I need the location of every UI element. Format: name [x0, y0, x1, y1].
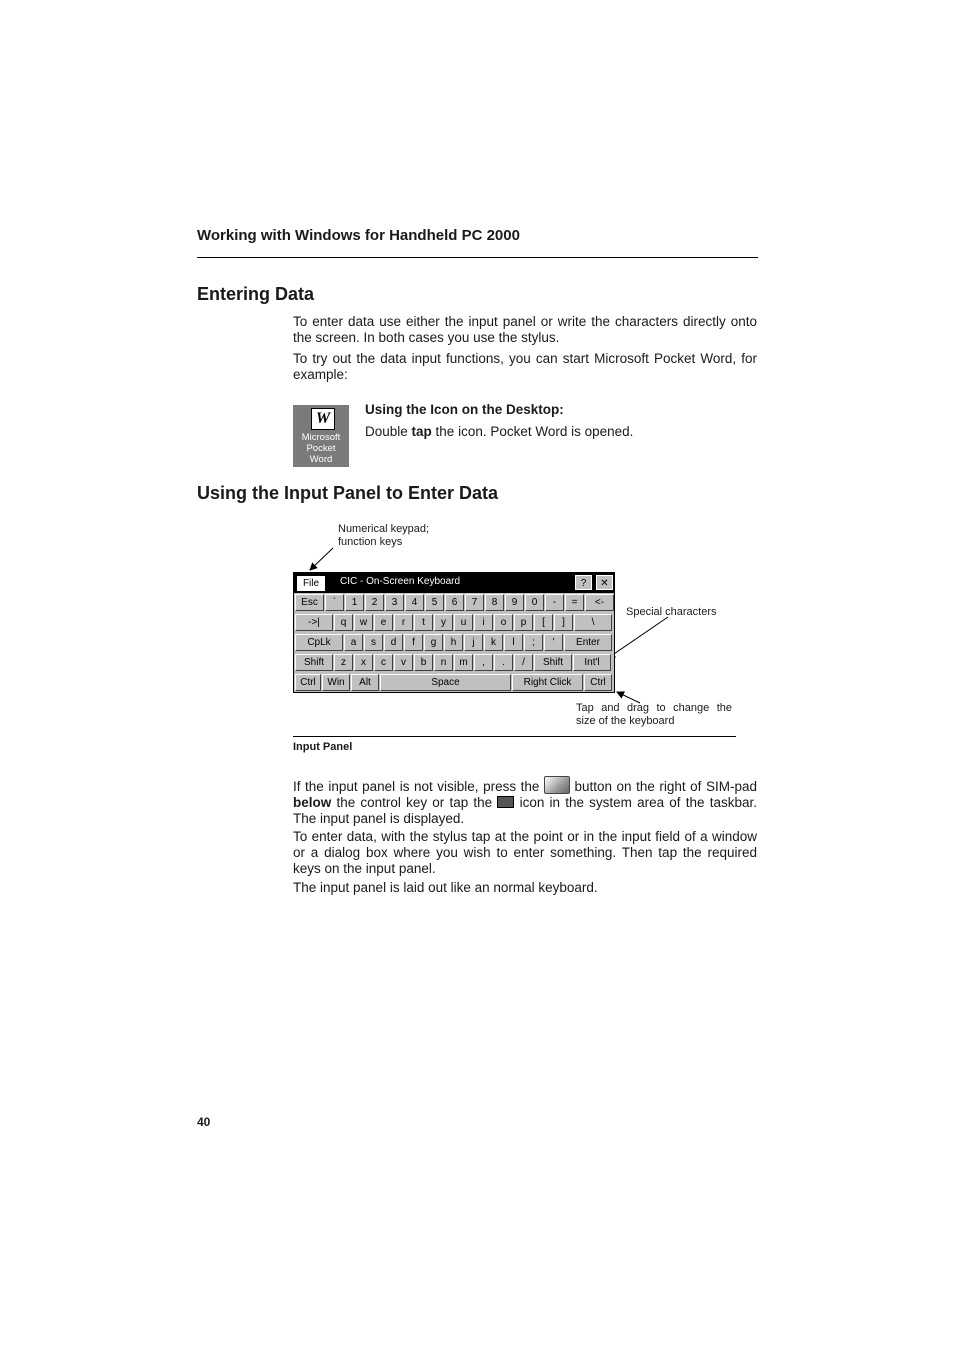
- close-button[interactable]: ✕: [596, 575, 613, 590]
- arrow-special: [608, 617, 668, 658]
- key-y[interactable]: y: [434, 614, 453, 631]
- figure-caption: Input Panel: [293, 741, 353, 753]
- key-symbol[interactable]: -: [545, 594, 564, 611]
- key-cplk[interactable]: CpLk: [295, 634, 343, 651]
- input-panel-hardware-button-icon: [544, 776, 570, 794]
- key-symbol[interactable]: [: [534, 614, 553, 631]
- subheading-icon-desktop: Using the Icon on the Desktop:: [365, 402, 564, 417]
- key-symbol[interactable]: `: [325, 594, 344, 611]
- key-9[interactable]: 9: [505, 594, 524, 611]
- key-shift[interactable]: Shift: [295, 654, 333, 671]
- key-j[interactable]: j: [464, 634, 483, 651]
- key-symbol[interactable]: ]: [554, 614, 573, 631]
- keyboard-tray-icon: [497, 796, 514, 808]
- key-u[interactable]: u: [454, 614, 473, 631]
- step-double-tap: Double tap the icon. Pocket Word is opened.: [365, 424, 634, 439]
- callout-special-characters: Special characters: [626, 606, 717, 618]
- key-t[interactable]: t: [414, 614, 433, 631]
- key-g[interactable]: g: [424, 634, 443, 651]
- key-0[interactable]: 0: [525, 594, 544, 611]
- key-symbol[interactable]: ->|: [295, 614, 333, 631]
- key-2[interactable]: 2: [365, 594, 384, 611]
- key-w[interactable]: w: [354, 614, 373, 631]
- key-n[interactable]: n: [434, 654, 453, 671]
- key-r[interactable]: r: [394, 614, 413, 631]
- keyboard-window-title: CIC - On-Screen Keyboard: [340, 576, 461, 587]
- key-l[interactable]: l: [504, 634, 523, 651]
- key-x[interactable]: x: [354, 654, 373, 671]
- callout-numerical-keypad: Numerical keypad; function keys: [338, 523, 430, 548]
- caption-rule: [293, 736, 736, 737]
- key-symbol[interactable]: .: [494, 654, 513, 671]
- key-7[interactable]: 7: [465, 594, 484, 611]
- key-f[interactable]: f: [404, 634, 423, 651]
- key-symbol[interactable]: ': [544, 634, 563, 651]
- paragraph-intro: To enter data use either the input panel or write the characters directly onto the screen. In both cases you use the stylus.: [293, 314, 757, 345]
- paragraph-panel-visibility: If the input panel is not visible, press the button on the right of SIM-pad below the control key or tap the icon in the system area of the taskbar. The input panel is displayed.: [293, 776, 757, 827]
- key-esc[interactable]: Esc: [295, 594, 324, 611]
- key-s[interactable]: s: [364, 634, 383, 651]
- arrow-resize: [617, 692, 640, 703]
- key-symbol[interactable]: ,: [474, 654, 493, 671]
- page-number: 40: [197, 1115, 211, 1129]
- key-1[interactable]: 1: [345, 594, 364, 611]
- key-win[interactable]: Win: [322, 674, 350, 691]
- key-k[interactable]: k: [484, 634, 503, 651]
- key-d[interactable]: d: [384, 634, 403, 651]
- key-p[interactable]: p: [514, 614, 533, 631]
- key-symbol[interactable]: /: [514, 654, 533, 671]
- key-right-click[interactable]: Right Click: [512, 674, 583, 691]
- key-i[interactable]: i: [474, 614, 493, 631]
- key-h[interactable]: h: [444, 634, 463, 651]
- key-m[interactable]: m: [454, 654, 473, 671]
- key-o[interactable]: o: [494, 614, 513, 631]
- key-3[interactable]: 3: [385, 594, 404, 611]
- callout-resize: Tap and drag to change the: [576, 702, 732, 714]
- section-heading-input-panel: Using the Input Panel to Enter Data: [197, 483, 499, 503]
- key-ctrl[interactable]: Ctrl: [584, 674, 612, 691]
- callout-resize-line2: size of the keyboard: [576, 715, 675, 727]
- key-alt[interactable]: Alt: [351, 674, 379, 691]
- running-header: Working with Windows for Handheld PC 2000: [197, 227, 520, 244]
- key-symbol[interactable]: <-: [585, 594, 614, 611]
- file-menu-button[interactable]: File: [296, 575, 326, 592]
- key-symbol[interactable]: =: [565, 594, 584, 611]
- key-space[interactable]: Space: [380, 674, 511, 691]
- key-e[interactable]: e: [374, 614, 393, 631]
- paragraph-try-out: To try out the data input functions, you can start Microsoft Pocket Word, for example:: [293, 351, 757, 382]
- key-c[interactable]: c: [374, 654, 393, 671]
- paragraph-enter-data: To enter data, with the stylus tap at the point or in the input field of a window or a dialog box where you wish to enter something. Then tap the required keys on the input panel.: [293, 829, 757, 876]
- key-z[interactable]: z: [334, 654, 353, 671]
- on-screen-keyboard: [293, 572, 615, 693]
- key-shift[interactable]: Shift: [534, 654, 572, 671]
- section-heading-entering-data: Entering Data: [197, 284, 315, 304]
- arrow-keypad: [310, 548, 333, 570]
- key-4[interactable]: 4: [405, 594, 424, 611]
- keyboard-title-bar: [294, 573, 614, 593]
- icon-label: Microsoft Pocket Word: [301, 432, 341, 465]
- key-enter[interactable]: Enter: [564, 634, 612, 651]
- key-ctrl[interactable]: Ctrl: [295, 674, 321, 691]
- word-document-icon: W: [311, 408, 335, 430]
- key-q[interactable]: q: [334, 614, 353, 631]
- key-symbol[interactable]: \: [574, 614, 612, 631]
- key-v[interactable]: v: [394, 654, 413, 671]
- paragraph-layout: The input panel is laid out like an normal keyboard.: [293, 880, 598, 895]
- key-6[interactable]: 6: [445, 594, 464, 611]
- key-8[interactable]: 8: [485, 594, 504, 611]
- help-button[interactable]: ?: [575, 575, 592, 590]
- key-int-l[interactable]: Int'l: [573, 654, 611, 671]
- key-symbol[interactable]: ;: [524, 634, 543, 651]
- key-b[interactable]: b: [414, 654, 433, 671]
- key-5[interactable]: 5: [425, 594, 444, 611]
- key-a[interactable]: a: [344, 634, 363, 651]
